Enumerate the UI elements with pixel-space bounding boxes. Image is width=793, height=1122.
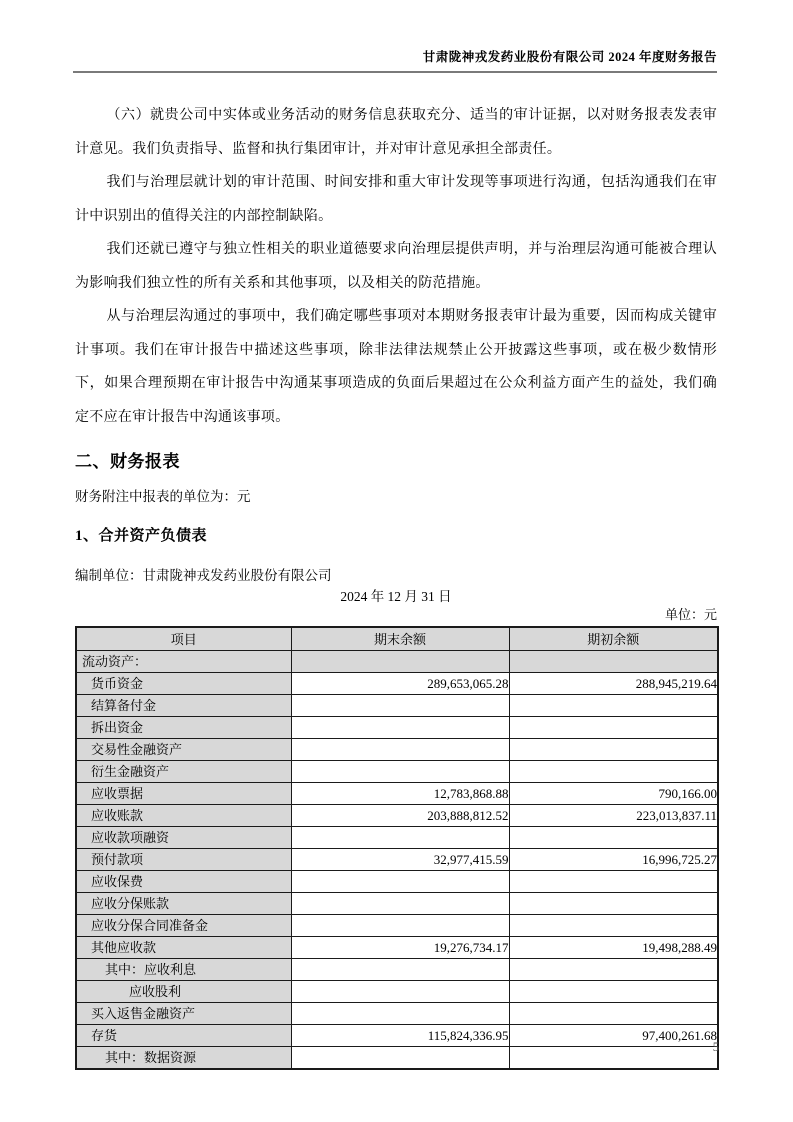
paragraph: 我们与治理层就计划的审计范围、时间安排和重大审计发现等事项进行沟通，包括沟通我们在审计中识别出的值得关注的内部控制缺陷。 (75, 175, 717, 224)
ending-balance-cell (291, 1003, 509, 1025)
beginning-balance-cell (509, 871, 718, 893)
row-label: 流动资产： (76, 651, 291, 673)
row-label: 预付款项 (76, 849, 291, 871)
audit-report-paragraphs (75, 99, 717, 434)
ending-balance-cell (291, 915, 509, 937)
report-title: 甘肃陇神戎发药业股份有限公司 2024 年度财务报告 (422, 50, 717, 64)
ending-balance-cell (291, 717, 509, 739)
row-label: 结算备付金 (76, 695, 291, 717)
ending-balance-cell (291, 981, 509, 1003)
table-row (76, 1047, 718, 1070)
ending-balance-cell: 203,888,812.52 (291, 805, 509, 827)
beginning-balance-cell (509, 1047, 718, 1070)
row-label: 应收股利 (76, 981, 291, 1003)
beginning-balance-cell: 16,996,725.27 (509, 849, 718, 871)
ending-balance-cell (291, 871, 509, 893)
beginning-balance-cell (509, 739, 718, 761)
beginning-balance-cell (509, 717, 718, 739)
paragraph: 我们还就已遵守与独立性相关的职业道德要求向治理层提供声明，并与治理层沟通可能被合理认为影响我们独立性的所有关系和其他事项，以及相关的防范措施。 (75, 242, 717, 291)
table-row (76, 871, 718, 893)
table-row (76, 761, 718, 783)
beginning-balance-cell: 97,400,261.68 (509, 1025, 718, 1047)
beginning-balance-cell (509, 827, 718, 849)
subsection-heading-balance-sheet: 1、合并资产负债表 (75, 528, 208, 544)
beginning-balance-cell (509, 651, 718, 673)
ending-balance-cell (291, 893, 509, 915)
ending-balance-cell (291, 1047, 509, 1070)
table-row (76, 1025, 718, 1047)
beginning-balance-cell: 19,498,288.49 (509, 937, 718, 959)
row-label: 存货 (76, 1025, 291, 1047)
ending-balance-cell: 12,783,868.88 (291, 783, 509, 805)
balance-sheet-table (75, 626, 719, 1070)
row-label: 其中：应收利息 (76, 959, 291, 981)
unit-label: 单位：元 (664, 607, 717, 622)
beginning-balance-cell (509, 959, 718, 981)
row-label: 拆出资金 (76, 717, 291, 739)
running-header (73, 0, 717, 73)
paragraph: 从与治理层沟通过的事项中，我们确定哪些事项对本期财务报表审计最为重要，因而构成关键审计事项。我们在审计报告中描述这些事项，除非法律法规禁止公开披露这些事项，或在极少数情形下，如果合理预期在审计报告中沟通某事项造成的负面后果超过在公众利益方面产生的益处，我们确定不应在审计报告中沟通该事项。 (75, 309, 717, 425)
table-row (76, 783, 718, 805)
beginning-balance-cell (509, 1003, 718, 1025)
table-row (76, 915, 718, 937)
row-label: 应收账款 (76, 805, 291, 827)
row-label: 衍生金融资产 (76, 761, 291, 783)
ending-balance-cell (291, 695, 509, 717)
row-label: 应收票据 (76, 783, 291, 805)
column-header-item: 项目 (76, 627, 291, 651)
table-row (76, 893, 718, 915)
table-row (76, 651, 718, 673)
table-header-row (76, 627, 718, 651)
beginning-balance-cell (509, 893, 718, 915)
row-label: 其他应收款 (76, 937, 291, 959)
row-label: 货币资金 (76, 673, 291, 695)
column-header-beginning-balance: 期初余额 (509, 627, 718, 651)
table-row (76, 717, 718, 739)
beginning-balance-cell (509, 695, 718, 717)
paragraph: （六）就贵公司中实体或业务活动的财务信息获取充分、适当的审计证据，以对财务报表发表审计意见。我们负责指导、监督和执行集团审计，并对审计意见承担全部责任。 (75, 108, 717, 157)
row-label: 应收分保账款 (76, 893, 291, 915)
table-row (76, 981, 718, 1003)
table-row (76, 805, 718, 827)
ending-balance-cell (291, 761, 509, 783)
row-label: 应收款项融资 (76, 827, 291, 849)
ending-balance-cell: 19,276,734.17 (291, 937, 509, 959)
table-row (76, 673, 718, 695)
beginning-balance-cell (509, 761, 718, 783)
balance-sheet-body (76, 651, 718, 1070)
ending-balance-cell: 289,653,065.28 (291, 673, 509, 695)
row-label: 其中：数据资源 (76, 1047, 291, 1070)
ending-balance-cell (291, 827, 509, 849)
ending-balance-cell: 32,977,415.59 (291, 849, 509, 871)
row-label: 交易性金融资产 (76, 739, 291, 761)
table-row (76, 695, 718, 717)
unit-note: 财务附注中报表的单位为：元 (75, 489, 251, 504)
table-row (76, 959, 718, 981)
beginning-balance-cell: 790,166.00 (509, 783, 718, 805)
column-header-ending-balance: 期末余额 (291, 627, 509, 651)
beginning-balance-cell (509, 981, 718, 1003)
page-number: 5 (712, 1040, 719, 1054)
beginning-balance-cell: 223,013,837.11 (509, 805, 718, 827)
table-row (76, 1003, 718, 1025)
row-label: 买入返售金融资产 (76, 1003, 291, 1025)
ending-balance-cell: 115,824,336.95 (291, 1025, 509, 1047)
table-row (76, 849, 718, 871)
ending-balance-cell (291, 651, 509, 673)
ending-balance-cell (291, 739, 509, 761)
row-label: 应收分保合同准备金 (76, 915, 291, 937)
page-content (75, 99, 717, 1070)
row-label: 应收保费 (76, 871, 291, 893)
table-row (76, 827, 718, 849)
table-row (76, 739, 718, 761)
beginning-balance-cell (509, 915, 718, 937)
beginning-balance-cell: 288,945,219.64 (509, 673, 718, 695)
section-heading-financial-statements: 二、财务报表 (75, 452, 180, 471)
statement-date: 2024 年 12 月 31 日 (340, 589, 452, 604)
prepared-by-line: 编制单位：甘肃陇神戎发药业股份有限公司 (75, 568, 332, 583)
ending-balance-cell (291, 959, 509, 981)
table-row (76, 937, 718, 959)
